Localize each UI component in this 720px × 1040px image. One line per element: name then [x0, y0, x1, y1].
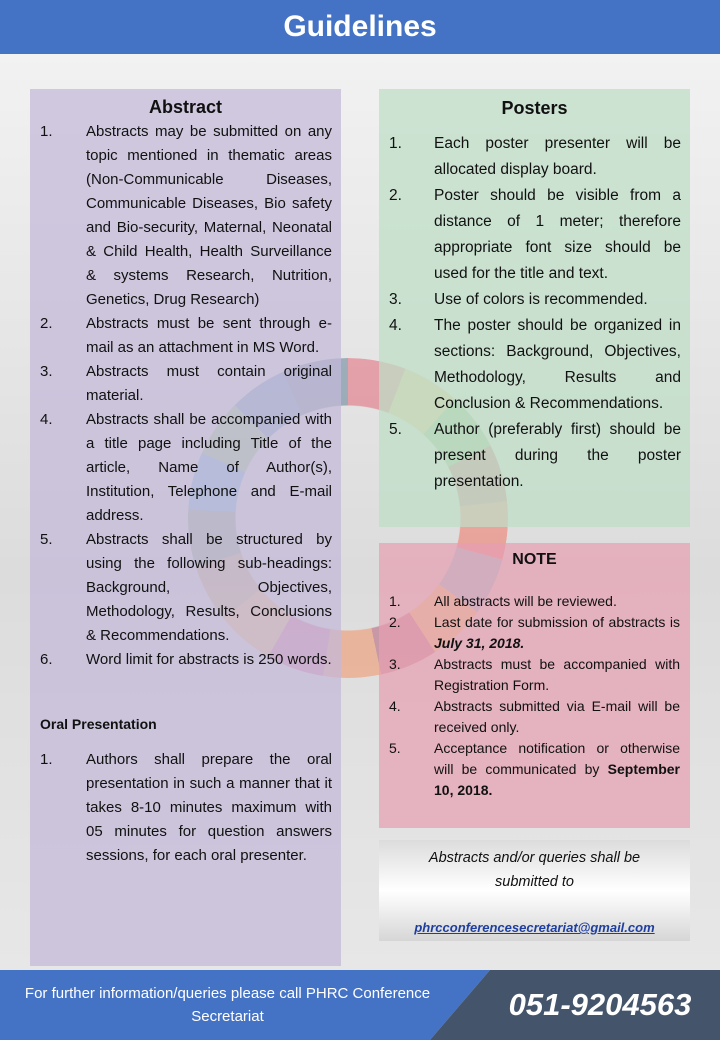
item-text: All abstracts will be reviewed.	[434, 593, 617, 609]
item-text: Abstracts must be sent through e-mail as an attachment in MS Word.	[86, 315, 332, 356]
item-text: Abstracts submitted via E-mail will be received only.	[434, 698, 680, 735]
phone-number: 051-9204563	[508, 987, 692, 1022]
item-text: Abstracts shall be accompanied with a title page including Title of the article, Name of Author(s), Institution, Telephone and E-mail address.	[86, 411, 332, 524]
list-item	[389, 183, 681, 287]
item-number: 1.	[40, 123, 53, 140]
item-number: 3.	[40, 363, 53, 380]
item-number: 2.	[40, 315, 53, 332]
item-text: Use of colors is recommended.	[434, 291, 648, 308]
item-text: The poster should be organized in sections: Background, Objectives, Methodology, Results and Conclusion & Recommendations.	[434, 317, 681, 412]
note-list	[379, 591, 690, 801]
abstract-panel	[30, 89, 341, 966]
list-item	[40, 408, 332, 528]
item-text: Word limit for abstracts is 250 words.	[86, 651, 332, 668]
list-item	[389, 313, 681, 417]
item-number: 3.	[389, 656, 401, 672]
item-text: Abstracts must contain original material.	[86, 363, 332, 404]
item-number: 3.	[389, 291, 402, 308]
item-text: Author (preferably first) should be present during the poster presentation.	[434, 421, 681, 490]
note-title: NOTE	[512, 551, 557, 568]
item-number: 1.	[40, 751, 53, 768]
list-item	[40, 312, 332, 360]
list-item	[40, 360, 332, 408]
notification-date: September 10, 2018.	[434, 761, 680, 798]
item-number: 4.	[40, 411, 53, 428]
item-number: 5.	[389, 421, 402, 438]
item-text: Each poster presenter will be allocated display board.	[434, 135, 681, 178]
item-number: 4.	[389, 317, 402, 334]
item-text: Authors shall prepare the oral presentation in such a manner that it takes 8-10 minutes maximum with 05 minutes for question answers sessions, for each oral presenter.	[86, 751, 332, 864]
list-item	[389, 738, 680, 801]
item-number: 2.	[389, 187, 402, 204]
list-item	[40, 120, 332, 312]
item-number: 5.	[389, 740, 401, 756]
list-item	[40, 748, 332, 868]
page-title: Guidelines	[283, 10, 437, 43]
list-item	[40, 528, 332, 648]
item-text: Abstracts may be submitted on any topic mentioned in thematic areas (Non-Communicable Diseases, Communicable Diseases, Bio safety and Bio-security, Maternal, Neonatal & Child Health, Health Surveillance & systems Research, Nutrition, Genetics, Drug Research)	[86, 123, 332, 308]
oral-presentation-heading: Oral Presentation	[40, 716, 157, 732]
list-item	[389, 654, 680, 696]
item-number: 6.	[40, 651, 53, 668]
abstract-title: Abstract	[148, 97, 223, 117]
item-text: Abstracts shall be structured by using the following sub-headings: Background, Objectives, Methodology, Results, Conclusions & Recommendations.	[86, 531, 332, 644]
posters-panel	[379, 89, 690, 527]
item-text: Last date for submission of abstracts is	[434, 614, 680, 630]
item-number: 2.	[389, 614, 401, 630]
deadline-date: July 31, 2018.	[434, 635, 525, 651]
item-number: 5.	[40, 531, 53, 548]
list-item	[389, 417, 681, 495]
abstract-list	[30, 120, 341, 672]
item-text: Abstracts must be accompanied with Registration Form.	[434, 656, 680, 693]
oral-presentation-list	[30, 748, 341, 868]
item-text: Acceptance notification or otherwise will be communicated by	[434, 740, 680, 777]
item-number: 1.	[389, 135, 402, 152]
item-number: 4.	[389, 698, 401, 714]
posters-title: Posters	[501, 98, 568, 118]
contact-text: Abstracts and/or queries shall be submitted to	[428, 850, 641, 890]
posters-list	[379, 131, 690, 495]
list-item	[389, 612, 680, 654]
note-panel	[379, 543, 690, 828]
list-item	[40, 648, 332, 672]
list-item	[389, 696, 680, 738]
contact-email-link[interactable]: phrcconferencesecretariat@gmail.com	[414, 920, 655, 935]
item-number: 1.	[389, 593, 401, 609]
header-bar	[0, 0, 720, 54]
item-text: Poster should be visible from a distance of 1 meter; therefore appropriate font size should be used for the title and text.	[434, 187, 681, 282]
list-item	[389, 287, 681, 313]
submission-contact-box	[379, 840, 690, 941]
footer-info-text: For further information/queries please call PHRC Conference Secretariat	[24, 985, 431, 1025]
list-item	[389, 131, 681, 183]
list-item	[389, 591, 680, 612]
